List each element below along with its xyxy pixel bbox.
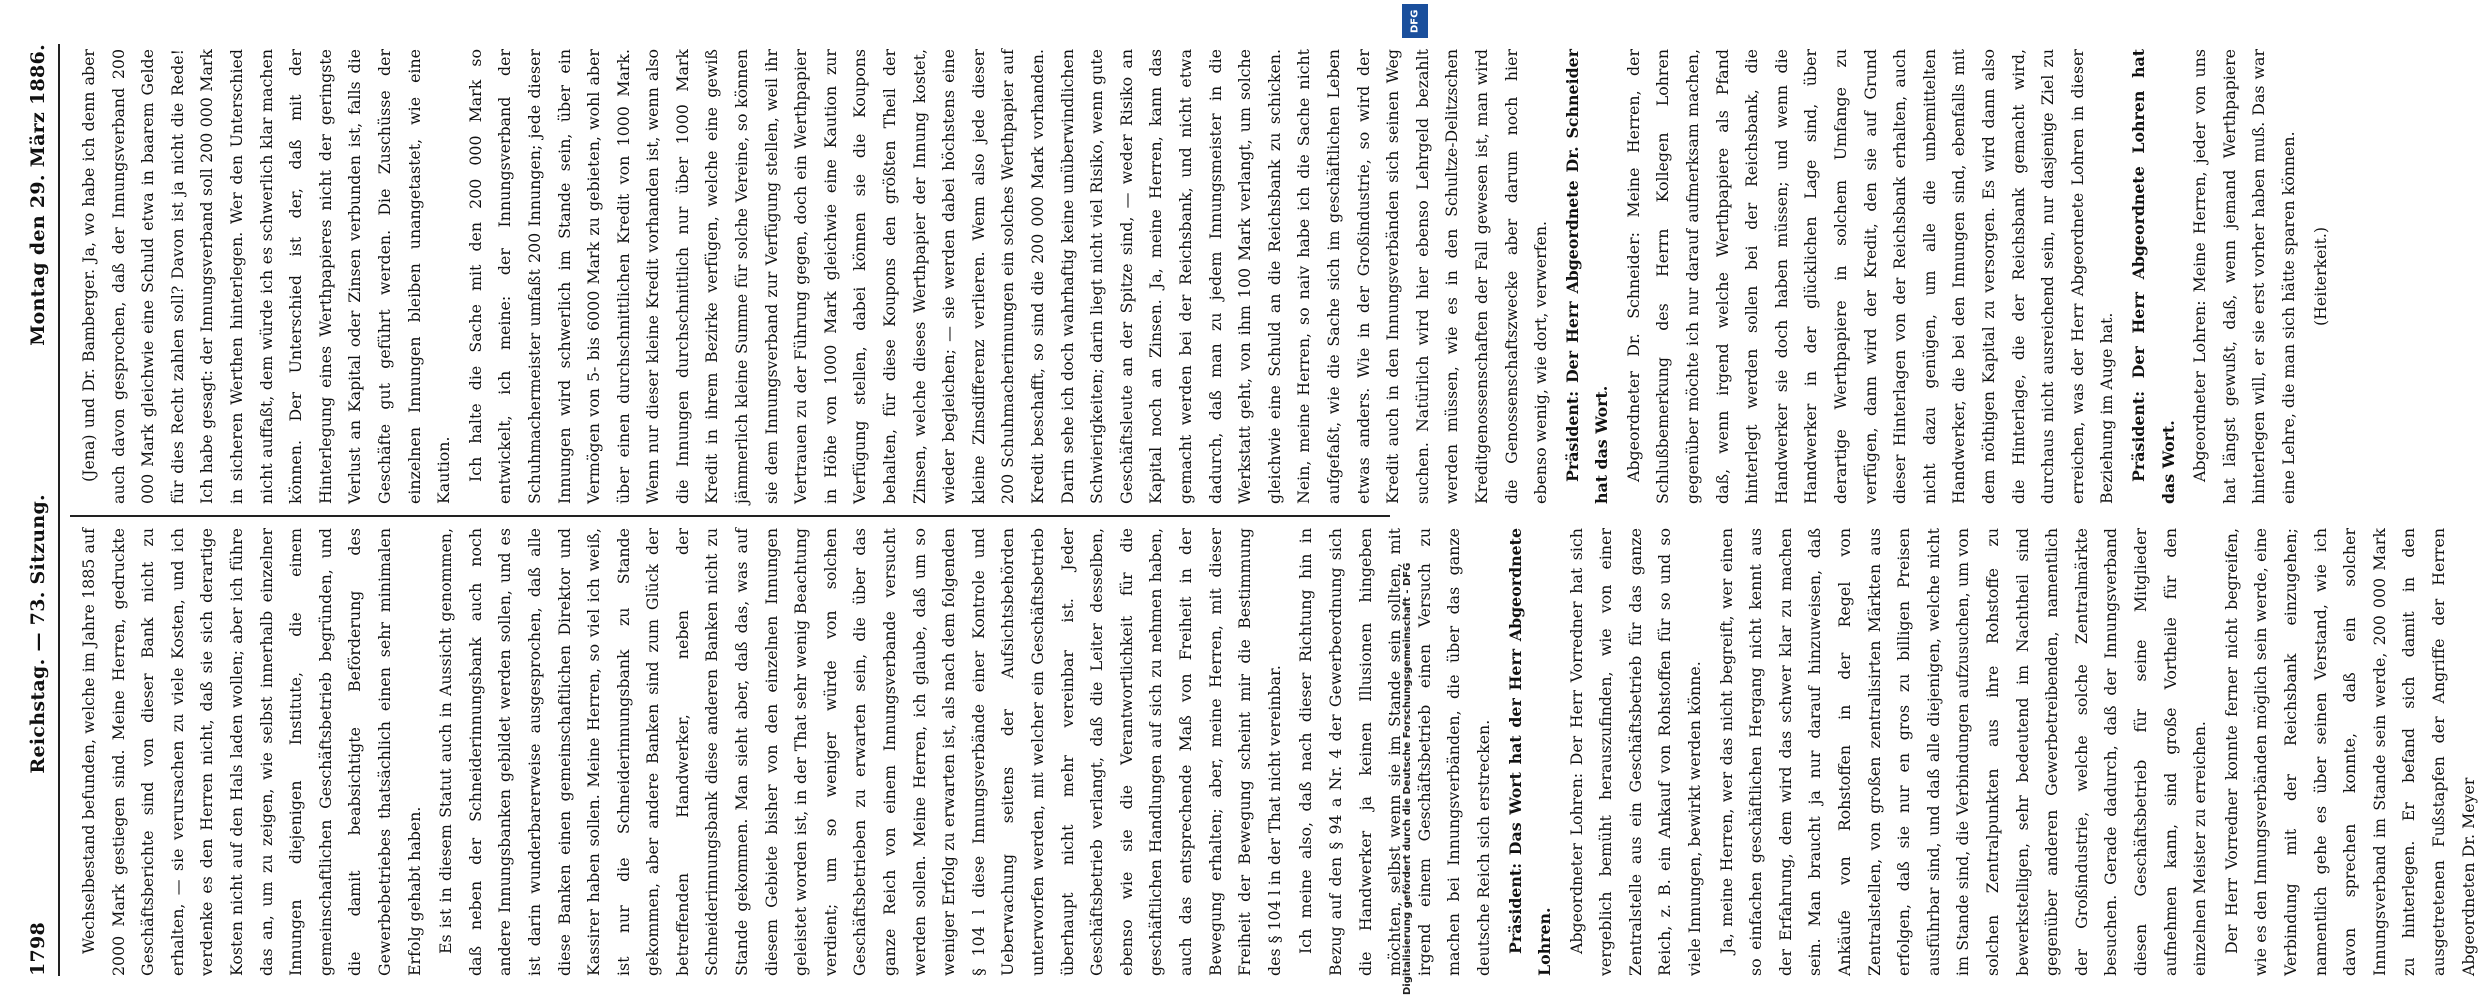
paragraph: Ich meine also, daß nach dieser Richtung hin in Bezug auf den § 94 a Nr. 4 der Gewerbeordnung sich die Handwerker ja keinen Illusionen hingeben möchten, selbst wenn sie im Stande sein sollten, mit irgend einem Geschäftsbetrieb einen Versuch zu machen bei Innungsverbänden, die über das ganze deutsche Reich sich erstrecken. (1296, 528, 1493, 976)
paragraph: Wechselbestand befunden, welche im Jahre 1885 auf 2000 Mark gestiegen sind. Meine Herren, gedruckte Geschäftsberichte sind von dieser Bank nicht zu erhalten, — sie verursachen zu viele Kosten, und ich verdenke es den Herren nicht, daß sie sich derartige Kosten nicht auf den Hals laden wollen; aber ich führe das an, um zu zeigen, wie selbst innerhalb einzelner Innungen diejenigen Institute, die einem gemeinschaftlichen Geschäftsbetrieb begründen, und die damit beabsichtigte Beförderung des Gewerbebetriebes thatsächlich einen sehr minimalen Erfolg gehabt haben. (79, 528, 424, 976)
dfg-stamp (1396, 0, 1432, 1000)
dfg-logo: DFG (1402, 4, 1428, 38)
paragraph: Abgeordneter Dr. Schneider: Meine Herren, der Schlußbemerkung des Herrn Kollegen Lohren gegenüber möchte ich nur darauf aufmerksam machen, daß, wenn irgend welche Werthpapiere als Pfand hinterlegt werden sollen bei der Reichsbank, die Handwerker sie doch haben müssen; und wenn die Handwerker in der glücklichen Lage sind, über derartige Werthpapiere in solchem Umfange zu verfügen, dann wird der Kredit, den sie auf Grund dieser Hinterlagen von der Reichsbank erhalten, auch nicht dazu genügen, um alle die unbemittelten Handwerker, die bei den Innungen sind, ebenfalls mit dem nöthigen Kapital zu versorgen. Es wird dann also die Hinterlage, die der Reichsbank gemacht wird, durchaus nicht ausreichend sein, nur dasjenige Ziel zu erreichen, was der Herr Abgeordnete Lohren in dieser Beziehung im Auge hat. (1623, 49, 2117, 504)
paragraph: Ich halte die Sache mit den 200 000 Mark so entwickelt, ich meine: der Innungsverband der Schuhmachermeister umfaßt 200 Innungen; jede dieser Innungen wird schwerlich im Stande sein, über ein Vermögen von 5- bis 6000 Mark zu gebieten, wohl aber über einen durchschnittlichen Kredit von 1000 Mark. Wenn nur dieser kleine Kredit vorhanden ist, wenn also die Innungen durchschnittlich nur über 1000 Mark Kredit in ihrem Bezirke verfügen, welche eine gewiß jämmerlich kleine Summe für solche Vereine, so können sie dem Innungsverband zur Verfügung stellen, weil ihr Vertrauen zu der Führung gegen, doch ein Werthpapier in Höhe von 1000 Mark gleichwie eine Kaution zur Verfügung stellen, dabei können sie die Koupons behalten, für diese Koupons den größten Theil der Zinsen, welche dieses Werthpapier der Innung kostet, wieder begleichen; — sie werden dabei höchstens eine kleine Zinsdifferenz verlieren. Wenn also jede dieser 200 Schuhmacherinnungen ein solches Werthpapier auf Kredit beschafft, so sind die 200 000 Mark vorhanden. Darin sehe ich doch wahrhaftig keine unüberwindlichen Schwierigkeiten; darin liegt nicht viel Risiko, wenn gute Geschäftsleute an der Spitze sind, — weder Risiko an Kapital noch an Zinsen. Ja, meine Herren, kann das gemacht werden bei der Reichsbank, und nicht etwa dadurch, daß man zu jedem Innungsmeister in die Werkstatt geht, von ihm 100 Mark verlangt, um solche gleichwie eine Schuld an die Reichsbank zu schicken. Nein, meine Herren, so naiv habe ich die Sache nicht aufgefaßt, wie die Sache sich im geschäftlichen Leben etwas anders. Wie in der Großindustrie, so wird der Kredit auch in den Innungsverbänden sich seinen Weg suchen. Natürlich wird hier ebenso Lehrgeld bezahlt werden müssen, wie es in den Schultze-Delitzschen Kreditgenossenschaften der Fall gewesen ist, man wird die Genossenschaftszwecke aber darum noch hier ebenso wenig, wie dort, verwerfen. (465, 49, 1551, 504)
session-title: Reichstag. — 73. Sitzung. (27, 494, 49, 774)
laughter-note: (Heiterkeit.) (2310, 226, 2330, 327)
paragraph: Der Herr Vorredner konnte ferner nicht begreifen, wie es den Innungsverbänden möglich sein werde, eine Verbindung mit der Reichsbank einzugehen; namentlich gehe es über seinen Verstand, wie ich davon sprechen konnte, daß ein solcher Innungsverband im Stande sein werde, 200 000 Mark zu hinterlegen. Er befand sich damit in den ausgetretenen Fußstapfen der Angriffe der Herren Abgeordneten Dr. Meyer (2221, 528, 2478, 976)
session-date: Montag den 29. März 1886. (27, 44, 49, 346)
page-header (16, 44, 60, 976)
page-number: 1798 (27, 921, 49, 976)
speaker-line: Präsident: Das Wort hat der Herr Abgeordnete Lohren. (1505, 528, 1555, 976)
paragraph: (Jena) und Dr. Bamberger. Ja, wo habe ich denn aber auch davon gesprochen, daß der Innungsverband 200 000 Mark gleichwie eine Schuld etwa in baarem Gelde für dies Recht zahlen soll? Davon ist ja nicht die Rede! Ich habe gesagt: der Innungsverband soll 200 000 Mark in sicheren Werthen hinterlegen. Wer den Unterschied nicht auffaßt, dem würde ich es schwerlich klar machen können. Der Unterschied ist der, daß mit der Hinterlegung eines Werthpapieres nicht der geringste Verlust an Kapital oder Zinsen verbunden ist, falls die Geschäfte gut geführt werden. Die Zuschüsse der einzelnen Innungen bleiben unangetastet, wie eine Kaution. (79, 49, 454, 504)
right-column (74, 49, 2330, 504)
digitization-credit: Digitalisierung gefördert durch die Deutsche Forschungsgemeinschaft - DFG (1402, 562, 1413, 995)
paragraph: Es ist in diesem Statut auch in Aussicht genommen, daß neben der Schneiderinnungsbank auch noch andere Innungsbanken gebildet werden sollen, und es ist darin wunderbarerweise ausgesprochen, daß alle diese Banken einen gemeinschaftlichen Direktor und Kassirer haben sollen. Meine Herren, so viel ich weiß, ist nur die Schneiderinnungsbank zu Stande gekommen, aber andere Banken sind zum Glück der betreffenden Handwerker, neben der Schneiderinnungsbank diese anderen Banken nicht zu Stande gekommen. Man sieht aber, daß das, was auf diesem Gebiete bisher von den einzelnen Innungen geleistet worden ist, in der That sehr wenig Beachtung verdient; um so weniger würde von solchen Geschäftsbetrieben zu erwarten sein, die über das ganze Reich von einem Innungsverbande versucht werden sollen. Meine Herren, ich glaube, daß um so weniger Erfolg zu erwarten ist, als nach dem folgenden § 104 l diese Innungsverbände einer Kontrole und Ueberwachung seitens der Aufsichtsbehörden unterworfen werden, mit welcher ein Geschäftsbetrieb überhaupt nicht mehr vereinbar ist. Jeder Geschäftsbetrieb verlangt, daß die Leiter desselben, ebenso wie sie die Verantwortlichkeit für die geschäftlichen Handlungen auf sich zu nehmen haben, auch das entsprechende Maß von Freiheit in der Bewegung erhalten; aber, meine Herren, mit dieser Freiheit der Bewegung scheint mir die Bestimmung des § 104 l in der That nicht vereinbar. (436, 528, 1284, 976)
header-rule (58, 44, 60, 976)
column-divider (70, 515, 1390, 517)
rotated-document-page (8, 30, 2478, 990)
paragraph: Abgeordneter Lohren: Der Herr Vorredner hat sich vergeblich bemüht herauszufinden, wie von einer Zentralstelle aus ein Geschäftsbetrieb für das ganze Reich, z. B. ein Ankauf von Rohstoffen für so und so viele Innungen, bewirkt werden könne. (1566, 528, 1705, 976)
paragraph: Ja, meine Herren, wer das nicht begreift, wer einen so einfachen geschäftlichen Hergang nicht kennt aus der Erfahrung, dem wird das schwer klar zu machen sein. Man braucht ja nur darauf hinzuweisen, daß Ankäufe von Rohstoffen in der Regel von Zentralstellen, von großen zentralisirten Märkten aus erfolgen, daß sie nur en gros zu billigen Preisen ausführbar sind, und daß alle diejenigen, welche nicht im Stande sind, die Verbindungen aufzusuchen, um von solchen Zentralpunkten aus ihre Rohstoffe zu bewerkstelligen, sehr bedeutend im Nachtheil sind gegenüber anderen Gewerbetreibenden, namentlich der Großindustrie, welche solche Zentralmärkte besuchen. Gerade dadurch, daß der Innungsverband diesen Geschäftsbetrieb für seine Mitglieder aufnehmen kann, sind große Vortheile für den einzelnen Meister zu erreichen. (1716, 528, 2210, 976)
paragraph: Abgeordneter Lohren: Meine Herren, jeder von uns hat längst gewußt, daß, wenn jemand Werthpapiere hinterlegen will, er sie erst vorher haben muß. Das war eine Lehre, die man sich hätte sparen können. (2190, 49, 2298, 504)
speaker-line: Präsident: Der Herr Abgeordnete Dr. Schneider hat das Wort. (1562, 49, 1612, 504)
speaker-line: Präsident: Der Herr Abgeordnete Lohren hat das Wort. (2128, 49, 2178, 504)
